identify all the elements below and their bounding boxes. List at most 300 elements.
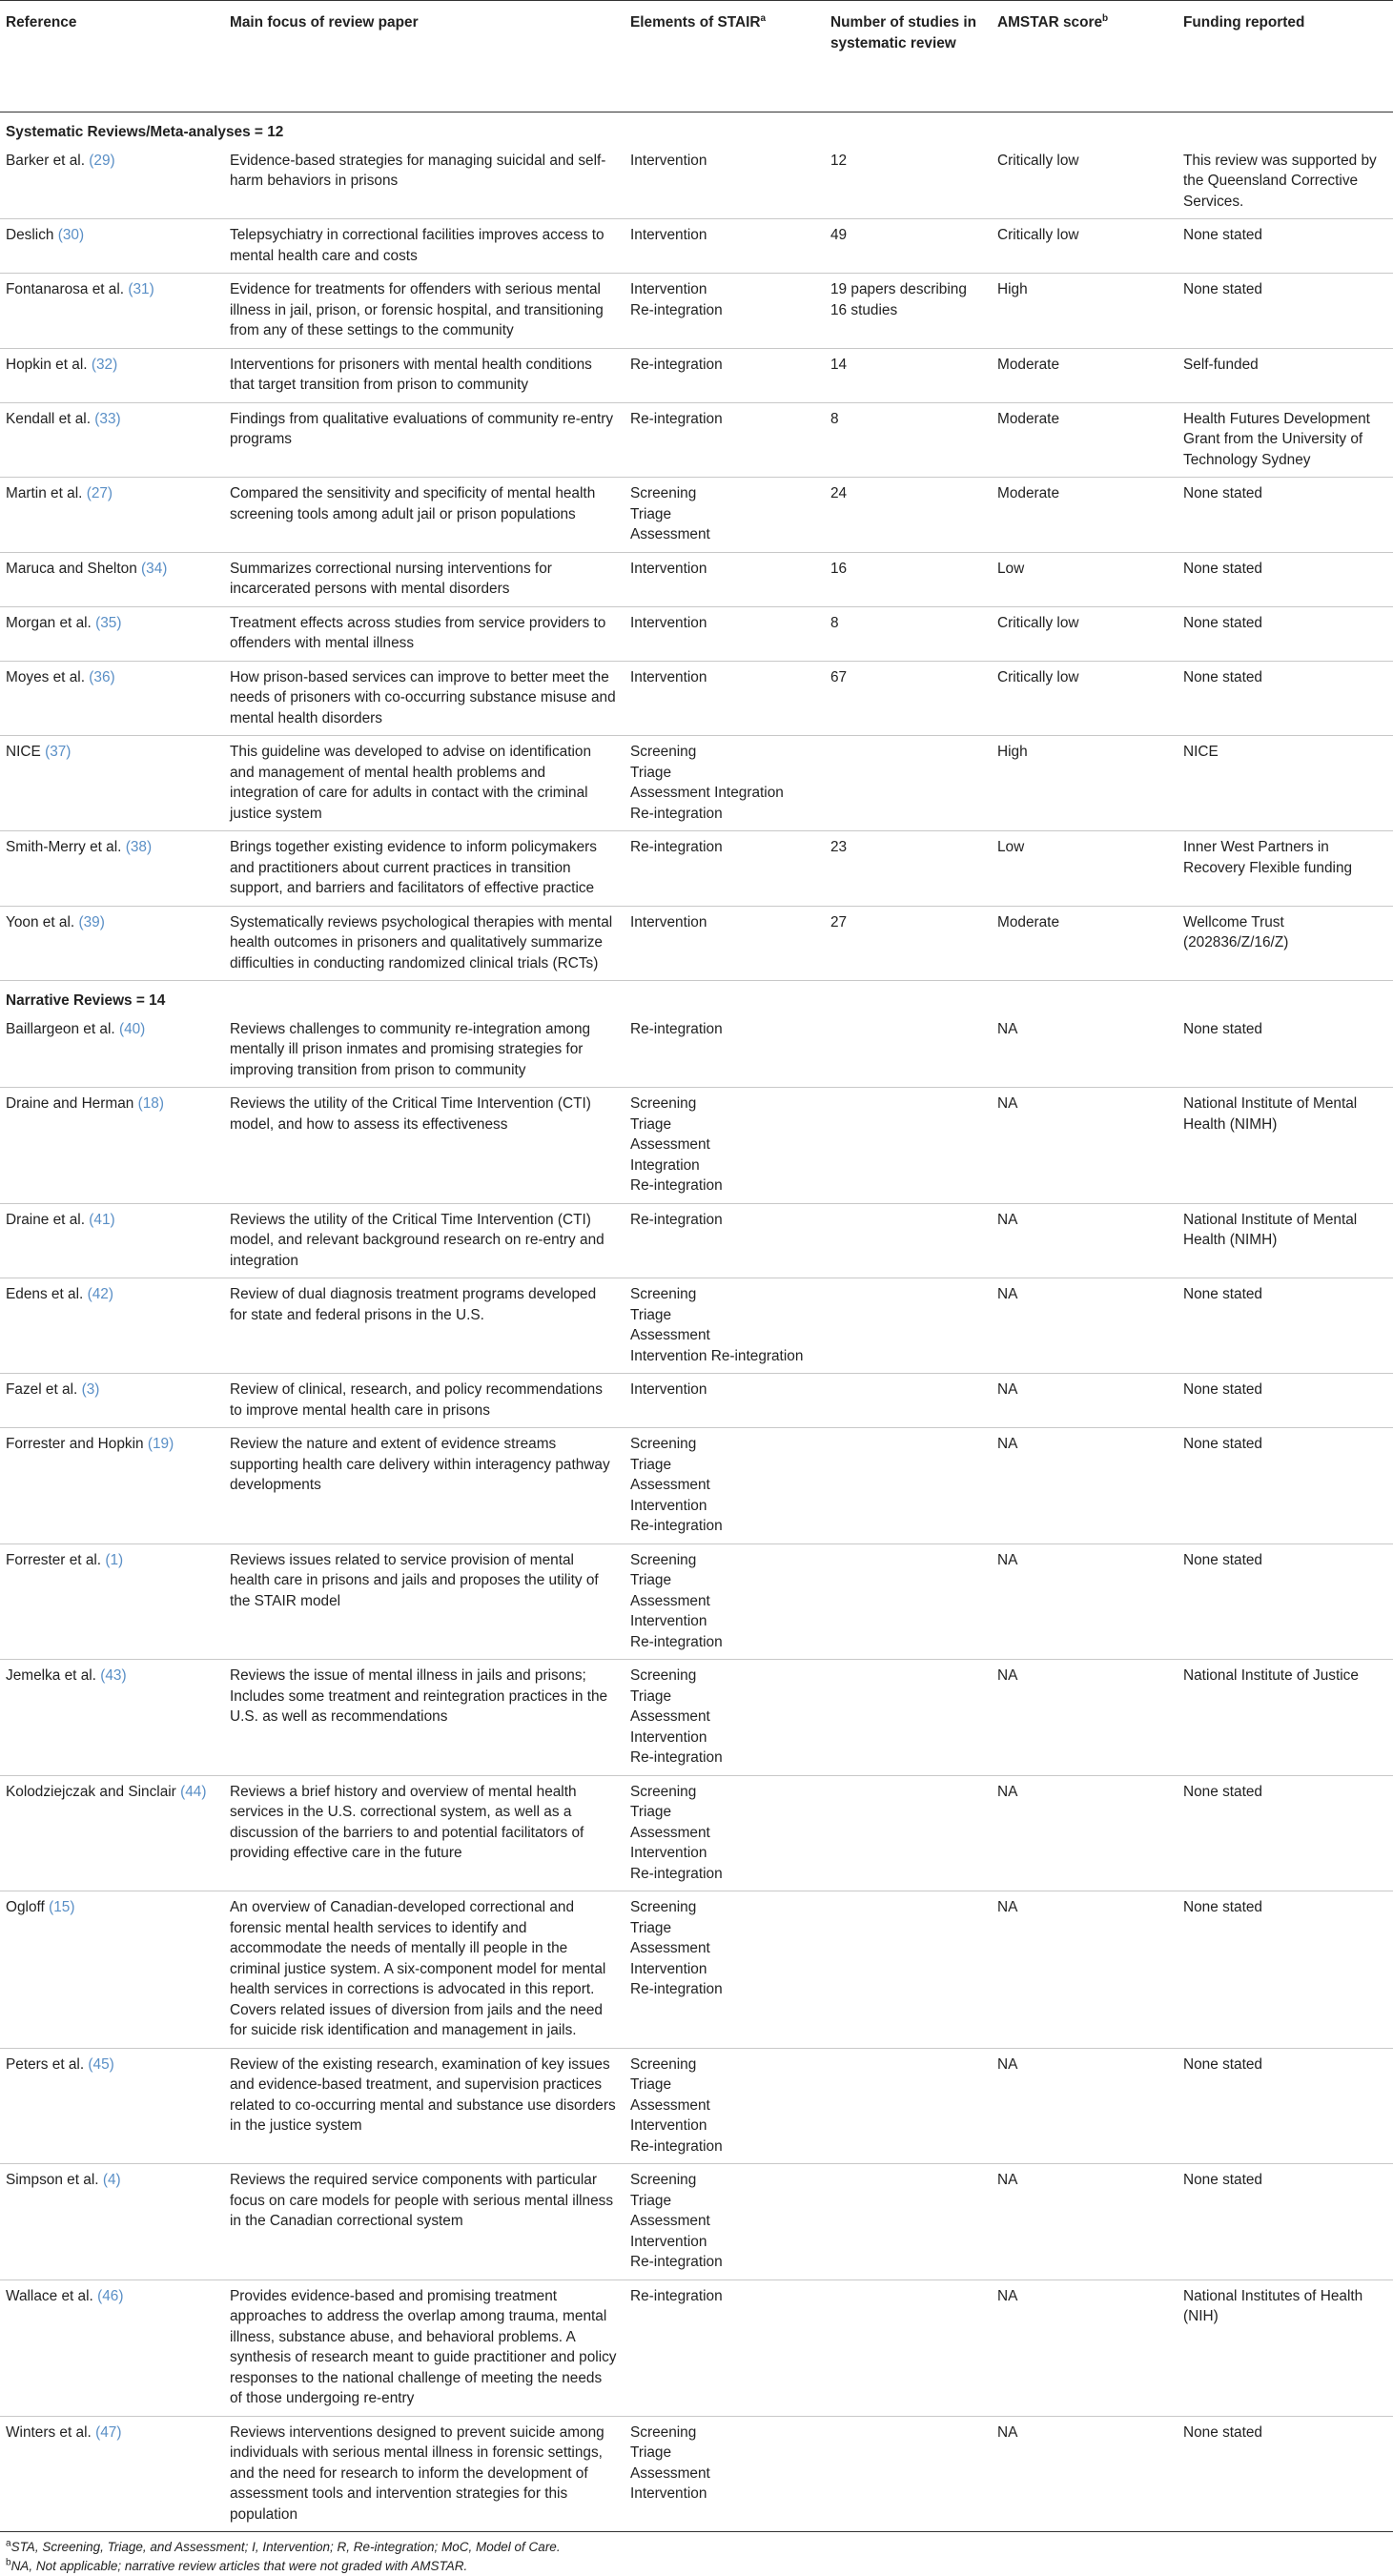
cell-amstar: Low (992, 552, 1178, 606)
reference-author: Kolodziejczak and Sinclair (6, 1783, 176, 1800)
cell-amstar: NA (992, 1891, 1178, 2049)
stair-element: Screening (630, 1899, 697, 1915)
cell-reference (0, 219, 224, 274)
citation-number: (43) (100, 1667, 127, 1684)
stair-element: Re-integration (630, 2137, 723, 2155)
cell-studies (825, 1544, 992, 1660)
cell-funding: Inner West Partners in Recovery Flexible funding (1178, 831, 1393, 907)
stair-element: Screening (630, 1286, 697, 1302)
cell-funding: None stated (1178, 2164, 1393, 2280)
stair-element: Triage (630, 2076, 672, 2093)
cell-focus: Reviews interventions designed to prevent suicide among individuals with serious mental illness in forensic settings, and the need for research to inform the development of assessment tools and intervention strategies for this population (224, 2416, 625, 2532)
stair-element: Assessment (630, 1477, 710, 1493)
cell-studies: 12 (825, 145, 992, 219)
cell-reference (0, 1775, 224, 1891)
cell-stair-elements (625, 661, 825, 736)
header-amstar (992, 1, 1178, 112)
reference-author: Peters et al. (6, 2055, 85, 2073)
cell-stair-elements (625, 274, 825, 349)
cell-stair-elements (625, 1013, 825, 1088)
cell-funding: None stated (1178, 1891, 1393, 2049)
citation-number: (36) (89, 668, 115, 685)
section-header-row (0, 112, 1393, 145)
stair-element: Re-integration (630, 2287, 723, 2304)
cell-stair-elements (625, 1374, 825, 1428)
cell-amstar: NA (992, 1775, 1178, 1891)
footnote (0, 2557, 1393, 2576)
table-row (0, 1660, 1393, 1776)
cell-reference (0, 1428, 224, 1544)
stair-element: Screening (630, 1095, 697, 1112)
stair-element: Intervention (630, 152, 707, 169)
citation-number: (29) (89, 152, 115, 169)
cell-amstar: Low (992, 831, 1178, 907)
cell-amstar: NA (992, 2164, 1178, 2280)
citation-number: (45) (88, 2055, 114, 2073)
table-row (0, 906, 1393, 981)
stair-element: Assessment (630, 1708, 710, 1725)
stair-element: Intervention (630, 2233, 707, 2250)
cell-studies (825, 1775, 992, 1891)
stair-element: Assessment (630, 1592, 710, 1609)
section-title: Narrative Reviews = 14 (6, 992, 166, 1009)
cell-stair-elements (625, 1660, 825, 1776)
table-row (0, 1544, 1393, 1660)
cell-studies (825, 2164, 992, 2280)
stair-element: Intervention (630, 281, 707, 297)
table-row (0, 2048, 1393, 2164)
footnotes (0, 2532, 1393, 2576)
cell-funding: None stated (1178, 1374, 1393, 1428)
reference-author: Winters et al. (6, 2423, 92, 2441)
stair-element: Intervention (630, 1728, 707, 1746)
cell-funding: None stated (1178, 274, 1393, 349)
stair-element: Intervention (630, 913, 707, 930)
cell-focus: Evidence-based strategies for managing suicidal and self-harm behaviors in prisons (224, 145, 625, 219)
cell-amstar: NA (992, 2416, 1178, 2532)
stair-element: Re-integration (630, 1518, 723, 1534)
cell-focus: Brings together existing evidence to inform policymakers and practitioners about current practices in transition support, and barriers and facilitators of effective practice (224, 831, 625, 907)
stair-element: Triage (630, 1804, 672, 1820)
cell-studies (825, 736, 992, 831)
cell-studies (825, 1374, 992, 1428)
cell-focus: Review of clinical, research, and policy recommendations to improve mental health care in prisons (224, 1374, 625, 1428)
cell-stair-elements (625, 552, 825, 606)
cell-funding: Wellcome Trust (202836/Z/16/Z) (1178, 906, 1393, 981)
cell-funding: Self-funded (1178, 348, 1393, 402)
stair-element: Re-integration (630, 410, 723, 427)
cell-amstar: Moderate (992, 348, 1178, 402)
cell-funding: None stated (1178, 1278, 1393, 1374)
cell-amstar: NA (992, 1013, 1178, 1088)
reference-author: Morgan et al. (6, 614, 92, 631)
citation-number: (32) (91, 356, 118, 373)
stair-element: Intervention (630, 1613, 707, 1629)
citation-number: (18) (137, 1095, 164, 1112)
citation-number: (38) (125, 839, 153, 855)
stair-element: Intervention (630, 2117, 707, 2134)
cell-studies (825, 2280, 992, 2416)
stair-element: Triage (630, 1919, 672, 1936)
stair-element: Intervention (630, 668, 707, 685)
stair-element: Screening (630, 1667, 697, 1684)
cell-focus: Reviews challenges to community re-integration among mentally ill prison inmates and promising strategies for improving transition from prison to community (224, 1013, 625, 1088)
cell-amstar: NA (992, 1088, 1178, 1204)
cell-focus: Telepsychiatry in correctional facilities improves access to mental health care and costs (224, 219, 625, 274)
stair-element: Assessment (630, 526, 710, 542)
cell-reference (0, 1088, 224, 1204)
cell-reference (0, 2416, 224, 2532)
cell-studies: 8 (825, 402, 992, 478)
reference-author: Maruca and Shelton (6, 560, 137, 577)
stair-element: Triage (630, 1456, 672, 1473)
header-reference: Reference (0, 1, 224, 112)
stair-element: Re-integration (630, 301, 723, 318)
table-row (0, 661, 1393, 736)
citation-number: (33) (94, 410, 121, 427)
citation-number: (40) (118, 1020, 146, 1037)
reference-author: Smith-Merry et al. (6, 839, 122, 855)
header-amstar-label: AMSTAR score (997, 14, 1103, 31)
cell-stair-elements (625, 1278, 825, 1374)
cell-amstar: NA (992, 1374, 1178, 1428)
stair-element: Re-integration (630, 1633, 723, 1650)
cell-reference (0, 552, 224, 606)
cell-amstar: NA (992, 1660, 1178, 1776)
cell-focus: An overview of Canadian-developed correctional and forensic mental health services to identify and accommodate the needs of mentally ill people in the criminal justice system. A six-component model for mental health services in corrections is advocated in this report. Covers related issues of diversion from jails and the need for suicide risk identification and management in jails. (224, 1891, 625, 2049)
cell-funding: National Institutes of Health (NIH) (1178, 2280, 1393, 2416)
table-row (0, 145, 1393, 219)
stair-element: Triage (630, 1687, 672, 1705)
cell-funding: None stated (1178, 2048, 1393, 2164)
table-row (0, 831, 1393, 907)
stair-element: Screening (630, 1783, 697, 1800)
citation-number: (15) (49, 1899, 75, 1915)
citation-number: (1) (105, 1551, 124, 1568)
cell-reference (0, 1660, 224, 1776)
cell-focus: Systematically reviews psychological therapies with mental health outcomes in prisoners and qualitatively summarize difficulties in conducting randomized clinical trials (RCTs) (224, 906, 625, 981)
cell-amstar: Moderate (992, 906, 1178, 981)
stair-element: Re-integration (630, 1020, 723, 1037)
stair-element: Assessment (630, 1136, 710, 1153)
reference-author: Martin et al. (6, 485, 83, 501)
cell-focus: Reviews the utility of the Critical Time Intervention (CTI) model, and relevant background research on re-entry and integration (224, 1203, 625, 1278)
stair-element: Intervention Re-integration (630, 1347, 804, 1364)
stair-element: Triage (630, 505, 672, 522)
table-row (0, 1088, 1393, 1204)
cell-reference (0, 402, 224, 478)
cell-funding: None stated (1178, 552, 1393, 606)
citation-number: (37) (45, 744, 72, 760)
cell-studies (825, 2416, 992, 2532)
stair-element: Assessment (630, 1940, 710, 1956)
cell-funding: None stated (1178, 661, 1393, 736)
stair-element: Assessment (630, 1824, 710, 1841)
reference-author: Kendall et al. (6, 410, 91, 427)
cell-reference (0, 831, 224, 907)
cell-stair-elements (625, 348, 825, 402)
stair-element: Re-integration (630, 1749, 723, 1766)
table-body (0, 112, 1393, 2532)
cell-funding: National Institute of Mental Health (NIMH) (1178, 1203, 1393, 1278)
cell-reference (0, 661, 224, 736)
stair-element: Re-integration (630, 1177, 723, 1194)
stair-element: Re-integration (630, 1211, 723, 1228)
cell-reference (0, 2164, 224, 2280)
reference-author: Wallace et al. (6, 2287, 93, 2304)
table-row (0, 1428, 1393, 1544)
footnote-text: NA, Not applicable; narrative review articles that were not graded with AMSTAR. (10, 2559, 468, 2573)
reference-author: NICE (6, 744, 41, 760)
citation-number: (31) (128, 281, 154, 297)
cell-reference (0, 478, 224, 553)
citation-number: (34) (141, 560, 168, 577)
header-studies: Number of studies in systematic review (825, 1, 992, 112)
header-stair (625, 1, 825, 112)
reference-author: Baillargeon et al. (6, 1020, 115, 1037)
cell-funding: National Institute of Mental Health (NIMH) (1178, 1088, 1393, 1204)
cell-stair-elements (625, 1775, 825, 1891)
cell-amstar: NA (992, 1278, 1178, 1374)
cell-amstar: NA (992, 1544, 1178, 1660)
stair-element: Screening (630, 2423, 697, 2441)
cell-stair-elements (625, 831, 825, 907)
table-row (0, 606, 1393, 661)
cell-reference (0, 736, 224, 831)
table-row (0, 2280, 1393, 2416)
stair-element: Triage (630, 1115, 672, 1133)
stair-element: Triage (630, 2192, 672, 2209)
header-stair-label: Elements of STAIR (630, 14, 761, 31)
cell-amstar: Moderate (992, 402, 1178, 478)
cell-funding: National Institute of Justice (1178, 1660, 1393, 1776)
cell-funding: This review was supported by the Queensland Corrective Services. (1178, 145, 1393, 219)
stair-element: Intervention (630, 1845, 707, 1861)
table-row (0, 736, 1393, 831)
cell-studies: 67 (825, 661, 992, 736)
reference-author: Fazel et al. (6, 1381, 78, 1398)
cell-reference (0, 606, 224, 661)
cell-studies: 27 (825, 906, 992, 981)
stair-element: Screening (630, 1551, 697, 1568)
reference-author: Fontanarosa et al. (6, 281, 125, 297)
stair-element: Assessment Integration (630, 785, 784, 801)
cell-studies (825, 1428, 992, 1544)
cell-reference (0, 1203, 224, 1278)
reference-author: Jemelka et al. (6, 1667, 96, 1684)
stair-element: Screening (630, 2172, 697, 2188)
cell-focus: Evidence for treatments for offenders with serious mental illness in jail, prison, or forensic hospital, and transitioning from any of these settings to the community (224, 274, 625, 349)
table-row (0, 348, 1393, 402)
stair-element: Assessment (630, 1327, 710, 1343)
citation-number: (42) (87, 1286, 113, 1302)
cell-amstar: NA (992, 1203, 1178, 1278)
cell-focus: Reviews the utility of the Critical Time Intervention (CTI) model, and how to assess its effectiveness (224, 1088, 625, 1204)
table-row (0, 2416, 1393, 2532)
citation-number: (30) (57, 227, 85, 243)
stair-element: Intervention (630, 560, 707, 577)
footnote-text: STA, Screening, Triage, and Assessment; I, Intervention; R, Re-integration; MoC, Model of Care. (10, 2540, 561, 2554)
cell-amstar: High (992, 736, 1178, 831)
stair-element: Re-integration (630, 1865, 723, 1882)
table-row (0, 478, 1393, 553)
table-row (0, 1891, 1393, 2049)
table-row (0, 2164, 1393, 2280)
reference-author: Yoon et al. (6, 913, 75, 930)
cell-amstar: High (992, 274, 1178, 349)
citation-number: (47) (95, 2423, 122, 2441)
reference-author: Hopkin et al. (6, 356, 88, 373)
cell-reference (0, 1891, 224, 2049)
cell-reference (0, 274, 224, 349)
cell-focus: Summarizes correctional nursing interventions for incarcerated persons with mental disorders (224, 552, 625, 606)
header-focus: Main focus of review paper (224, 1, 625, 112)
cell-focus: Reviews issues related to service provision of mental health care in prisons and jails and proposes the utility of the STAIR model (224, 1544, 625, 1660)
cell-studies: 49 (825, 219, 992, 274)
stair-element: Screening (630, 2055, 697, 2073)
reference-author: Simpson et al. (6, 2172, 99, 2188)
cell-focus: Findings from qualitative evaluations of community re-entry programs (224, 402, 625, 478)
stair-element: Intervention (630, 1960, 707, 1977)
citation-number: (19) (147, 1436, 174, 1452)
cell-stair-elements (625, 219, 825, 274)
reference-author: Forrester et al. (6, 1551, 102, 1568)
cell-funding: Health Futures Development Grant from the University of Technology Sydney (1178, 402, 1393, 478)
cell-focus: Review of the existing research, examination of key issues and evidence-based treatment, and supervision practices related to co-occurring mental and substance use disorders in the justice system (224, 2048, 625, 2164)
cell-amstar: Critically low (992, 145, 1178, 219)
cell-funding: None stated (1178, 2416, 1393, 2532)
cell-studies: 19 papers describing 16 studies (825, 274, 992, 349)
table-row (0, 1278, 1393, 1374)
cell-stair-elements (625, 1544, 825, 1660)
header-funding: Funding reported (1178, 1, 1393, 112)
table-row (0, 219, 1393, 274)
table-row (0, 402, 1393, 478)
table-row (0, 1374, 1393, 1428)
table-row (0, 1775, 1393, 1891)
citation-number: (35) (95, 614, 122, 631)
cell-reference (0, 2048, 224, 2164)
cell-focus: Interventions for prisoners with mental health conditions that target transition from prison to community (224, 348, 625, 402)
cell-stair-elements (625, 606, 825, 661)
stair-element: Re-integration (630, 356, 723, 373)
cell-focus: Reviews a brief history and overview of mental health services in the U.S. correctional system, as well as a discussion of the barriers to and potential facilitators of providing effective care in the future (224, 1775, 625, 1891)
cell-studies (825, 1203, 992, 1278)
cell-focus: Reviews the issue of mental illness in jails and prisons; Includes some treatment and reintegration practices in the U.S. as well as recommendations (224, 1660, 625, 1776)
stair-element: Intervention (630, 2485, 707, 2502)
reference-author: Draine and Herman (6, 1095, 134, 1112)
stair-element: Screening (630, 1436, 697, 1452)
cell-reference (0, 145, 224, 219)
cell-reference (0, 348, 224, 402)
stair-element: Assessment (630, 2096, 710, 2114)
footnote-mark: a (6, 2538, 11, 2549)
cell-studies: 8 (825, 606, 992, 661)
cell-stair-elements (625, 2280, 825, 2416)
cell-stair-elements (625, 145, 825, 219)
cell-funding: NICE (1178, 736, 1393, 831)
stair-element: Assessment (630, 2213, 710, 2229)
reference-author: Moyes et al. (6, 668, 85, 685)
cell-funding: None stated (1178, 219, 1393, 274)
cell-stair-elements (625, 736, 825, 831)
stair-element: Intervention (630, 1497, 707, 1514)
cell-stair-elements (625, 1203, 825, 1278)
cell-amstar: NA (992, 2048, 1178, 2164)
section-title: Systematic Reviews/Meta-analyses = 12 (6, 124, 284, 140)
stair-element: Triage (630, 2444, 672, 2461)
cell-studies (825, 1088, 992, 1204)
header-amstar-footnote-mark: b (1102, 12, 1109, 24)
cell-amstar: NA (992, 1428, 1178, 1544)
cell-funding: None stated (1178, 1428, 1393, 1544)
table-row (0, 1013, 1393, 1088)
cell-amstar: Critically low (992, 606, 1178, 661)
cell-funding: None stated (1178, 606, 1393, 661)
stair-element: Intervention (630, 1381, 707, 1398)
cell-stair-elements (625, 1891, 825, 2049)
cell-studies: 24 (825, 478, 992, 553)
citation-number: (44) (180, 1783, 207, 1800)
reference-author: Draine et al. (6, 1211, 85, 1228)
stair-element: Integration (630, 1156, 700, 1174)
section-header-row (0, 981, 1393, 1013)
cell-reference (0, 1013, 224, 1088)
table-row (0, 1203, 1393, 1278)
cell-studies (825, 2048, 992, 2164)
footnote-mark: b (6, 2557, 11, 2568)
table-row (0, 274, 1393, 349)
stair-element: Re-integration (630, 1981, 723, 1997)
cell-studies (825, 1013, 992, 1088)
stair-element: Assessment (630, 2464, 710, 2482)
cell-stair-elements (625, 478, 825, 553)
table-row (0, 552, 1393, 606)
cell-amstar: NA (992, 2280, 1178, 2416)
reference-author: Barker et al. (6, 152, 85, 169)
stair-element: Triage (630, 1306, 672, 1323)
stair-element: Triage (630, 764, 672, 781)
reference-author: Edens et al. (6, 1286, 84, 1302)
cell-studies: 14 (825, 348, 992, 402)
cell-focus: Review the nature and extent of evidence streams supporting health care delivery within interagency pathway developments (224, 1428, 625, 1544)
cell-stair-elements (625, 2048, 825, 2164)
stair-element: Intervention (630, 227, 707, 243)
cell-stair-elements (625, 1428, 825, 1544)
cell-focus: How prison-based services can improve to better meet the needs of prisoners with co-occurring substance misuse and mental health disorders (224, 661, 625, 736)
cell-focus: This guideline was developed to advise on identification and management of mental health problems and integration of care for adults in contact with the criminal justice system (224, 736, 625, 831)
citation-number: (46) (97, 2287, 124, 2304)
stair-element: Re-integration (630, 2254, 723, 2270)
cell-studies (825, 1660, 992, 1776)
footnote (0, 2538, 1393, 2557)
cell-studies: 23 (825, 831, 992, 907)
stair-element: Intervention (630, 614, 707, 631)
header-stair-footnote-mark: a (760, 12, 767, 24)
cell-stair-elements (625, 402, 825, 478)
cell-reference (0, 1544, 224, 1660)
cell-amstar: Moderate (992, 478, 1178, 553)
stair-element: Triage (630, 1572, 672, 1588)
cell-focus: Reviews the required service components with particular focus on care models for people with serious mental illness in the Canadian correctional system (224, 2164, 625, 2280)
reference-author: Deslich (6, 227, 54, 243)
cell-funding: None stated (1178, 1775, 1393, 1891)
cell-stair-elements (625, 906, 825, 981)
reference-author: Forrester and Hopkin (6, 1436, 144, 1452)
cell-studies (825, 1891, 992, 2049)
cell-reference (0, 1278, 224, 1374)
cell-focus: Compared the sensitivity and specificity of mental health screening tools among adult jail or prison populations (224, 478, 625, 553)
